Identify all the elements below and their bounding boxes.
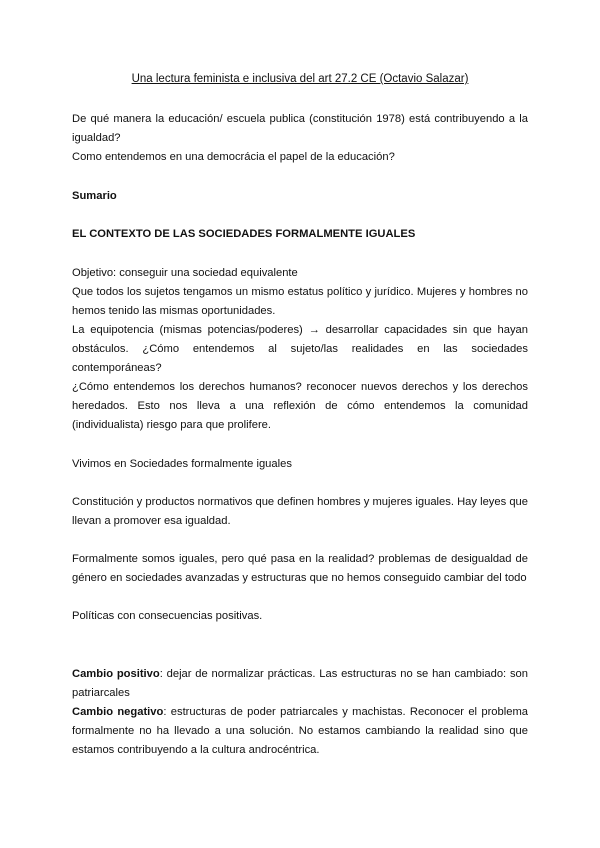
- paragraph-formalmente: Formalmente somos iguales, pero qué pasa en la realidad? problemas de desigualdad de género en sociedades avanzadas y estructuras que no hemos conseguido cambiar del todo: [72, 553, 528, 584]
- sumario-heading: Sumario: [72, 190, 117, 202]
- question-role-education: Como entendemos en una democrácia el papel de la educación?: [72, 151, 395, 163]
- paragraph-politicas: Políticas con consecuencias positivas.: [72, 610, 263, 622]
- cambio-positivo-label: Cambio positivo: [72, 668, 160, 680]
- paragraph-derechos: ¿Cómo entendemos los derechos humanos? reconocer nuevos derechos y los derechos heredados. Esto nos lleva a una reflexión de cómo entendemos la comunidad (individualista) riesgo para que prolifere.: [72, 381, 528, 431]
- paragraph-vivimos: Vivimos en Sociedades formalmente iguales: [72, 458, 292, 470]
- paragraph-cambio-negativo: [72, 703, 528, 760]
- paragraph-constitucion: Constitución y productos normativos que definen hombres y mujeres iguales. Hay leyes que llevan a promover esa igualdad.: [72, 496, 528, 527]
- cambio-positivo-text: : dejar de normalizar prácticas. Las estructuras no se han cambiado: son patriarcales: [72, 668, 528, 699]
- paragraph-cambio-positivo: [72, 665, 528, 703]
- paragraph-objetivo: Objetivo: conseguir una sociedad equivalente: [72, 267, 298, 279]
- question-education-equality: De qué manera la educación/ escuela publica (constitución 1978) está contribuyendo a la igualdad?: [72, 113, 528, 144]
- cambio-negativo-label: Cambio negativo: [72, 706, 164, 718]
- cambio-negativo-text: : estructuras de poder patriarcales y machistas. Reconocer el problema formalmente no ha llevado a una solución. No estamos cambiando la realidad sino que estamos contribuyendo a la cultura androcéntrica.: [72, 706, 528, 756]
- document-title: Una lectura feminista e inclusiva del art 27.2 CE (Octavio Salazar): [131, 73, 469, 85]
- paragraph-equipotencia: La equipotencia (mismas potencias/poderes) → desarrollar capacidades sin que hayan obstáculos. ¿Cómo entendemos al sujeto/las realidades en las sociedades contemporáneas?: [72, 324, 528, 374]
- paragraph-sujetos: Que todos los sujetos tengamos un mismo estatus político y jurídico. Mujeres y hombres no hemos tenido las mismas oportunidades.: [72, 286, 528, 317]
- section-heading: EL CONTEXTO DE LAS SOCIEDADES FORMALMENTE IGUALES: [72, 228, 416, 240]
